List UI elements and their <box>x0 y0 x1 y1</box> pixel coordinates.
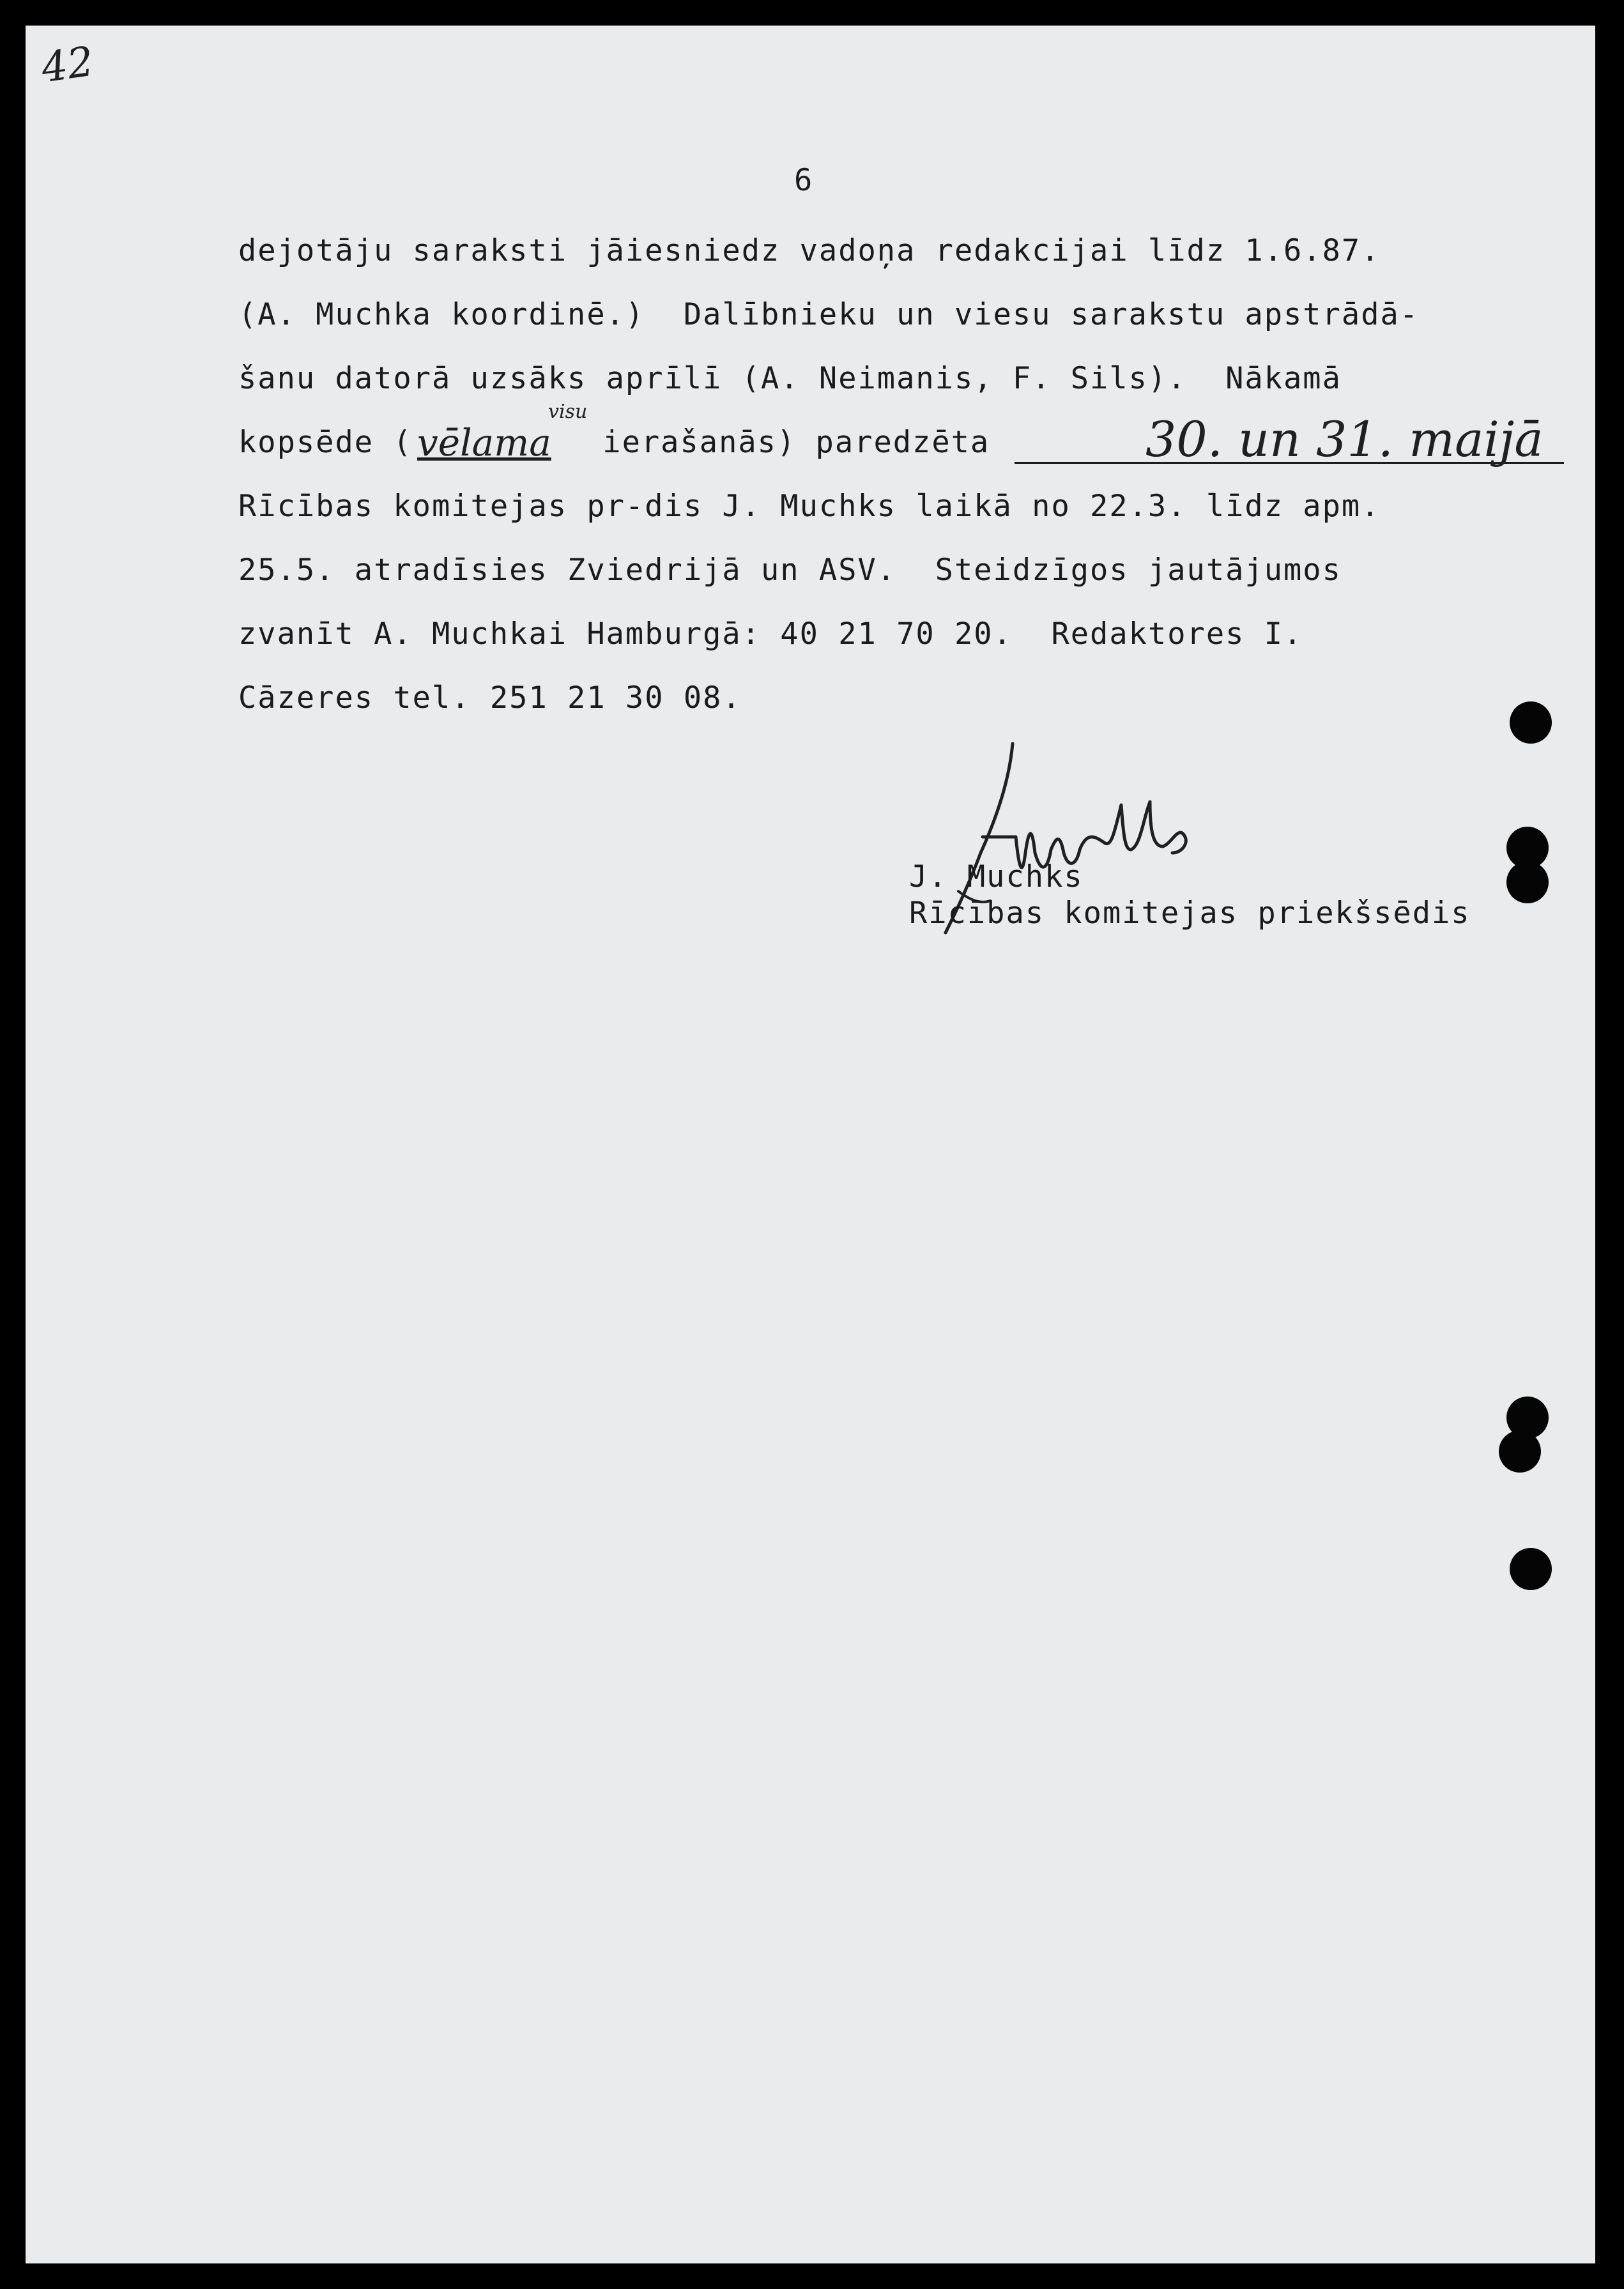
kopsede-text-before: kopsēde ( <box>238 425 413 460</box>
body-line-5: 25.5. atradīsies Zviedrijā un ASV. Steidzīgos jautājumos <box>238 553 1342 588</box>
margin-note: 42 <box>38 38 97 93</box>
body-line-1: dejotāju saraksti jāiesniedz vadoņa redakcijai līdz 1.6.87. <box>238 233 1381 268</box>
handwritten-struck-word: vēlama <box>417 421 551 464</box>
kopsede-text-after: ierašanās) paredzēta <box>583 425 990 460</box>
signature-name: J. Muchks <box>909 859 1084 894</box>
body-line-7: Cāzeres tel. 251 21 30 08. <box>238 680 742 716</box>
handwritten-signature <box>920 741 1278 971</box>
punch-hole-3 <box>1506 861 1549 903</box>
body-line-4: Rīcības komitejas pr-dis J. Muchks laikā no 22.3. līdz apm. <box>238 489 1381 524</box>
body-line-2: (A. Muchka koordinē.) Dalībnieku un viesu sarakstu apstrādā- <box>238 297 1420 332</box>
body-line-6: zvanīt A. Muchkai Hamburgā: 40 21 70 20. Redaktores I. <box>238 616 1303 652</box>
handwritten-insertion: visu <box>548 401 588 423</box>
punch-hole-1 <box>1510 701 1552 744</box>
punch-hole-6 <box>1510 1548 1552 1590</box>
punch-hole-5 <box>1499 1430 1541 1473</box>
kopsede-line <box>238 401 1580 476</box>
handwritten-date: 30. un 31. maijā <box>1145 411 1544 468</box>
document-page <box>26 26 1595 2263</box>
page-number: 6 <box>794 163 814 198</box>
body-line-3: šanu datorā uzsāks aprīlī (A. Neimanis, F. Sils). Nākamā <box>238 361 1342 396</box>
signature-title: Rīcības komitejas priekšsēdis <box>909 896 1471 931</box>
